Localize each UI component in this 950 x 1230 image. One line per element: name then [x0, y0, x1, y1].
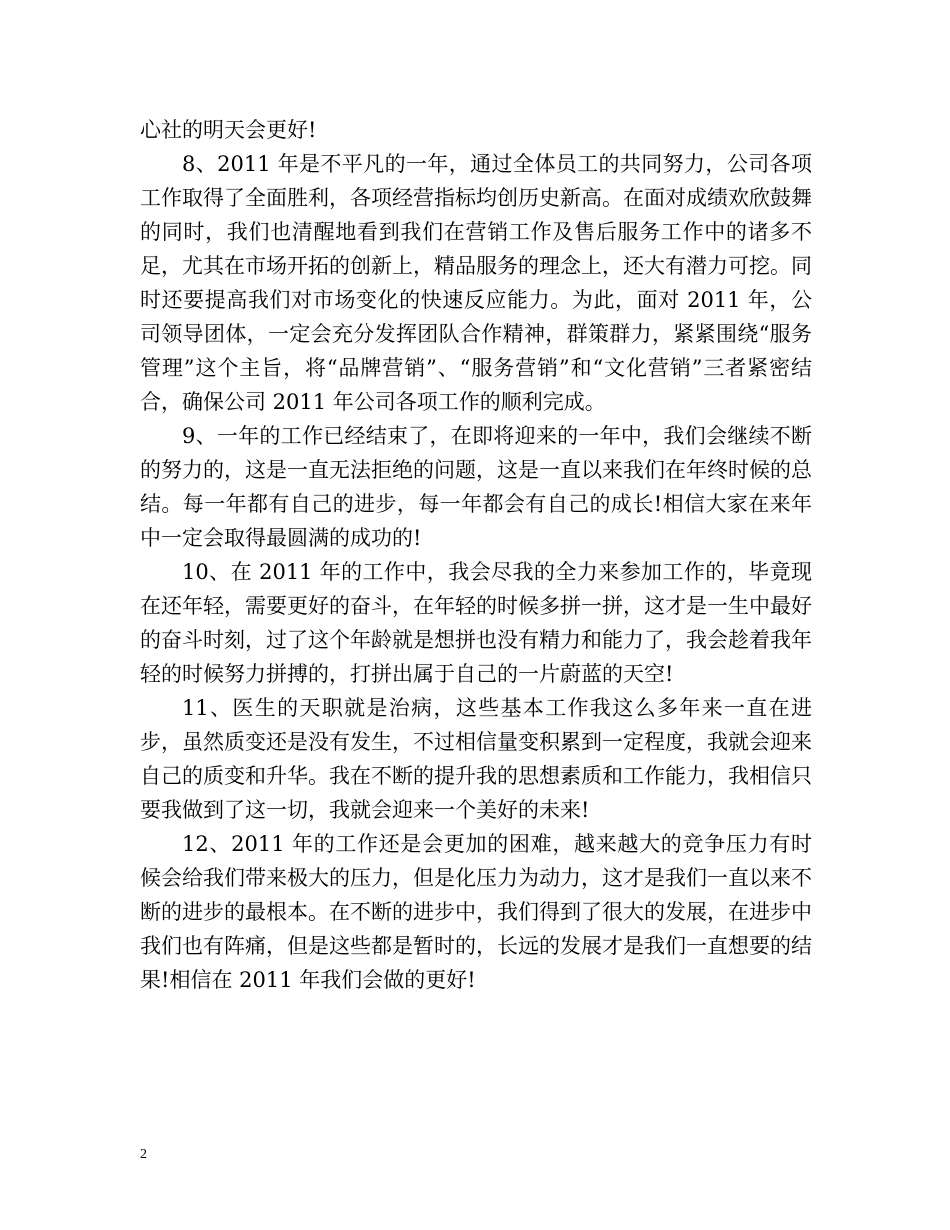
- document-body: [140, 113, 812, 997]
- page-number: 2: [140, 1147, 147, 1162]
- paragraph-item-12: 12、2011 年的工作还是会更加的困难，越来越大的竞争压力有时候会给我们带来极大的压力，但是化压力为动力，这才是我们一直以来不断的进步的最根本。在不断的进步中，我们得到了很大的发展，在进步中我们也有阵痛，但是这些都是暂时的，长远的发展才是我们一直想要的结果!相信在 2011 年我们会做的更好!: [140, 832, 812, 992]
- paragraph-item-11: 11、医生的天职就是治病，这些基本工作我这么多年来一直在进步，虽然质变还是没有发生，不过相信量变积累到一定程度，我就会迎来自己的质变和升华。我在不断的提升我的思想素质和工作能力，我相信只要我做到了这一切，我就会迎来一个美好的未来!: [140, 696, 812, 822]
- paragraph-continuation: 心社的明天会更好!: [140, 118, 317, 142]
- paragraph-item-10: 10、在 2011 年的工作中，我会尽我的全力来参加工作的，毕竟现在还年轻，需要更好的奋斗，在年轻的时候多拼一拼，这才是一生中最好的奋斗时刻，过了这个年龄就是想拼也没有精力和能力了，我会趁着我年轻的时候努力拼搏的，打拼出属于自己的一片蔚蓝的天空!: [140, 560, 812, 686]
- paragraph-item-9: 9、一年的工作已经结束了，在即将迎来的一年中，我们会继续不断的努力的，这是一直无法拒绝的问题，这是一直以来我们在年终时候的总结。每一年都有自己的进步，每一年都会有自己的成长!相信大家在来年中一定会取得最圆满的成功的!: [140, 424, 812, 550]
- paragraph-item-8: 8、2011 年是不平凡的一年，通过全体员工的共同努力，公司各项工作取得了全面胜利，各项经营指标均创历史新高。在面对成绩欢欣鼓舞的同时，我们也清醒地看到我们在营销工作及售后服务工作中的诸多不足，尤其在市场开拓的创新上，精品服务的理念上，还大有潜力可挖。同时还要提高我们对市场变化的快速反应能力。为此，面对 2011 年，公司领导团体，一定会充分发挥团队合作精神，群策群力，紧紧围绕“服务管理”这个主旨，将“品牌营销”、“服务营销”和“文化营销”三者紧密结合，确保公司 2011 年公司各项工作的顺利完成。: [140, 152, 812, 414]
